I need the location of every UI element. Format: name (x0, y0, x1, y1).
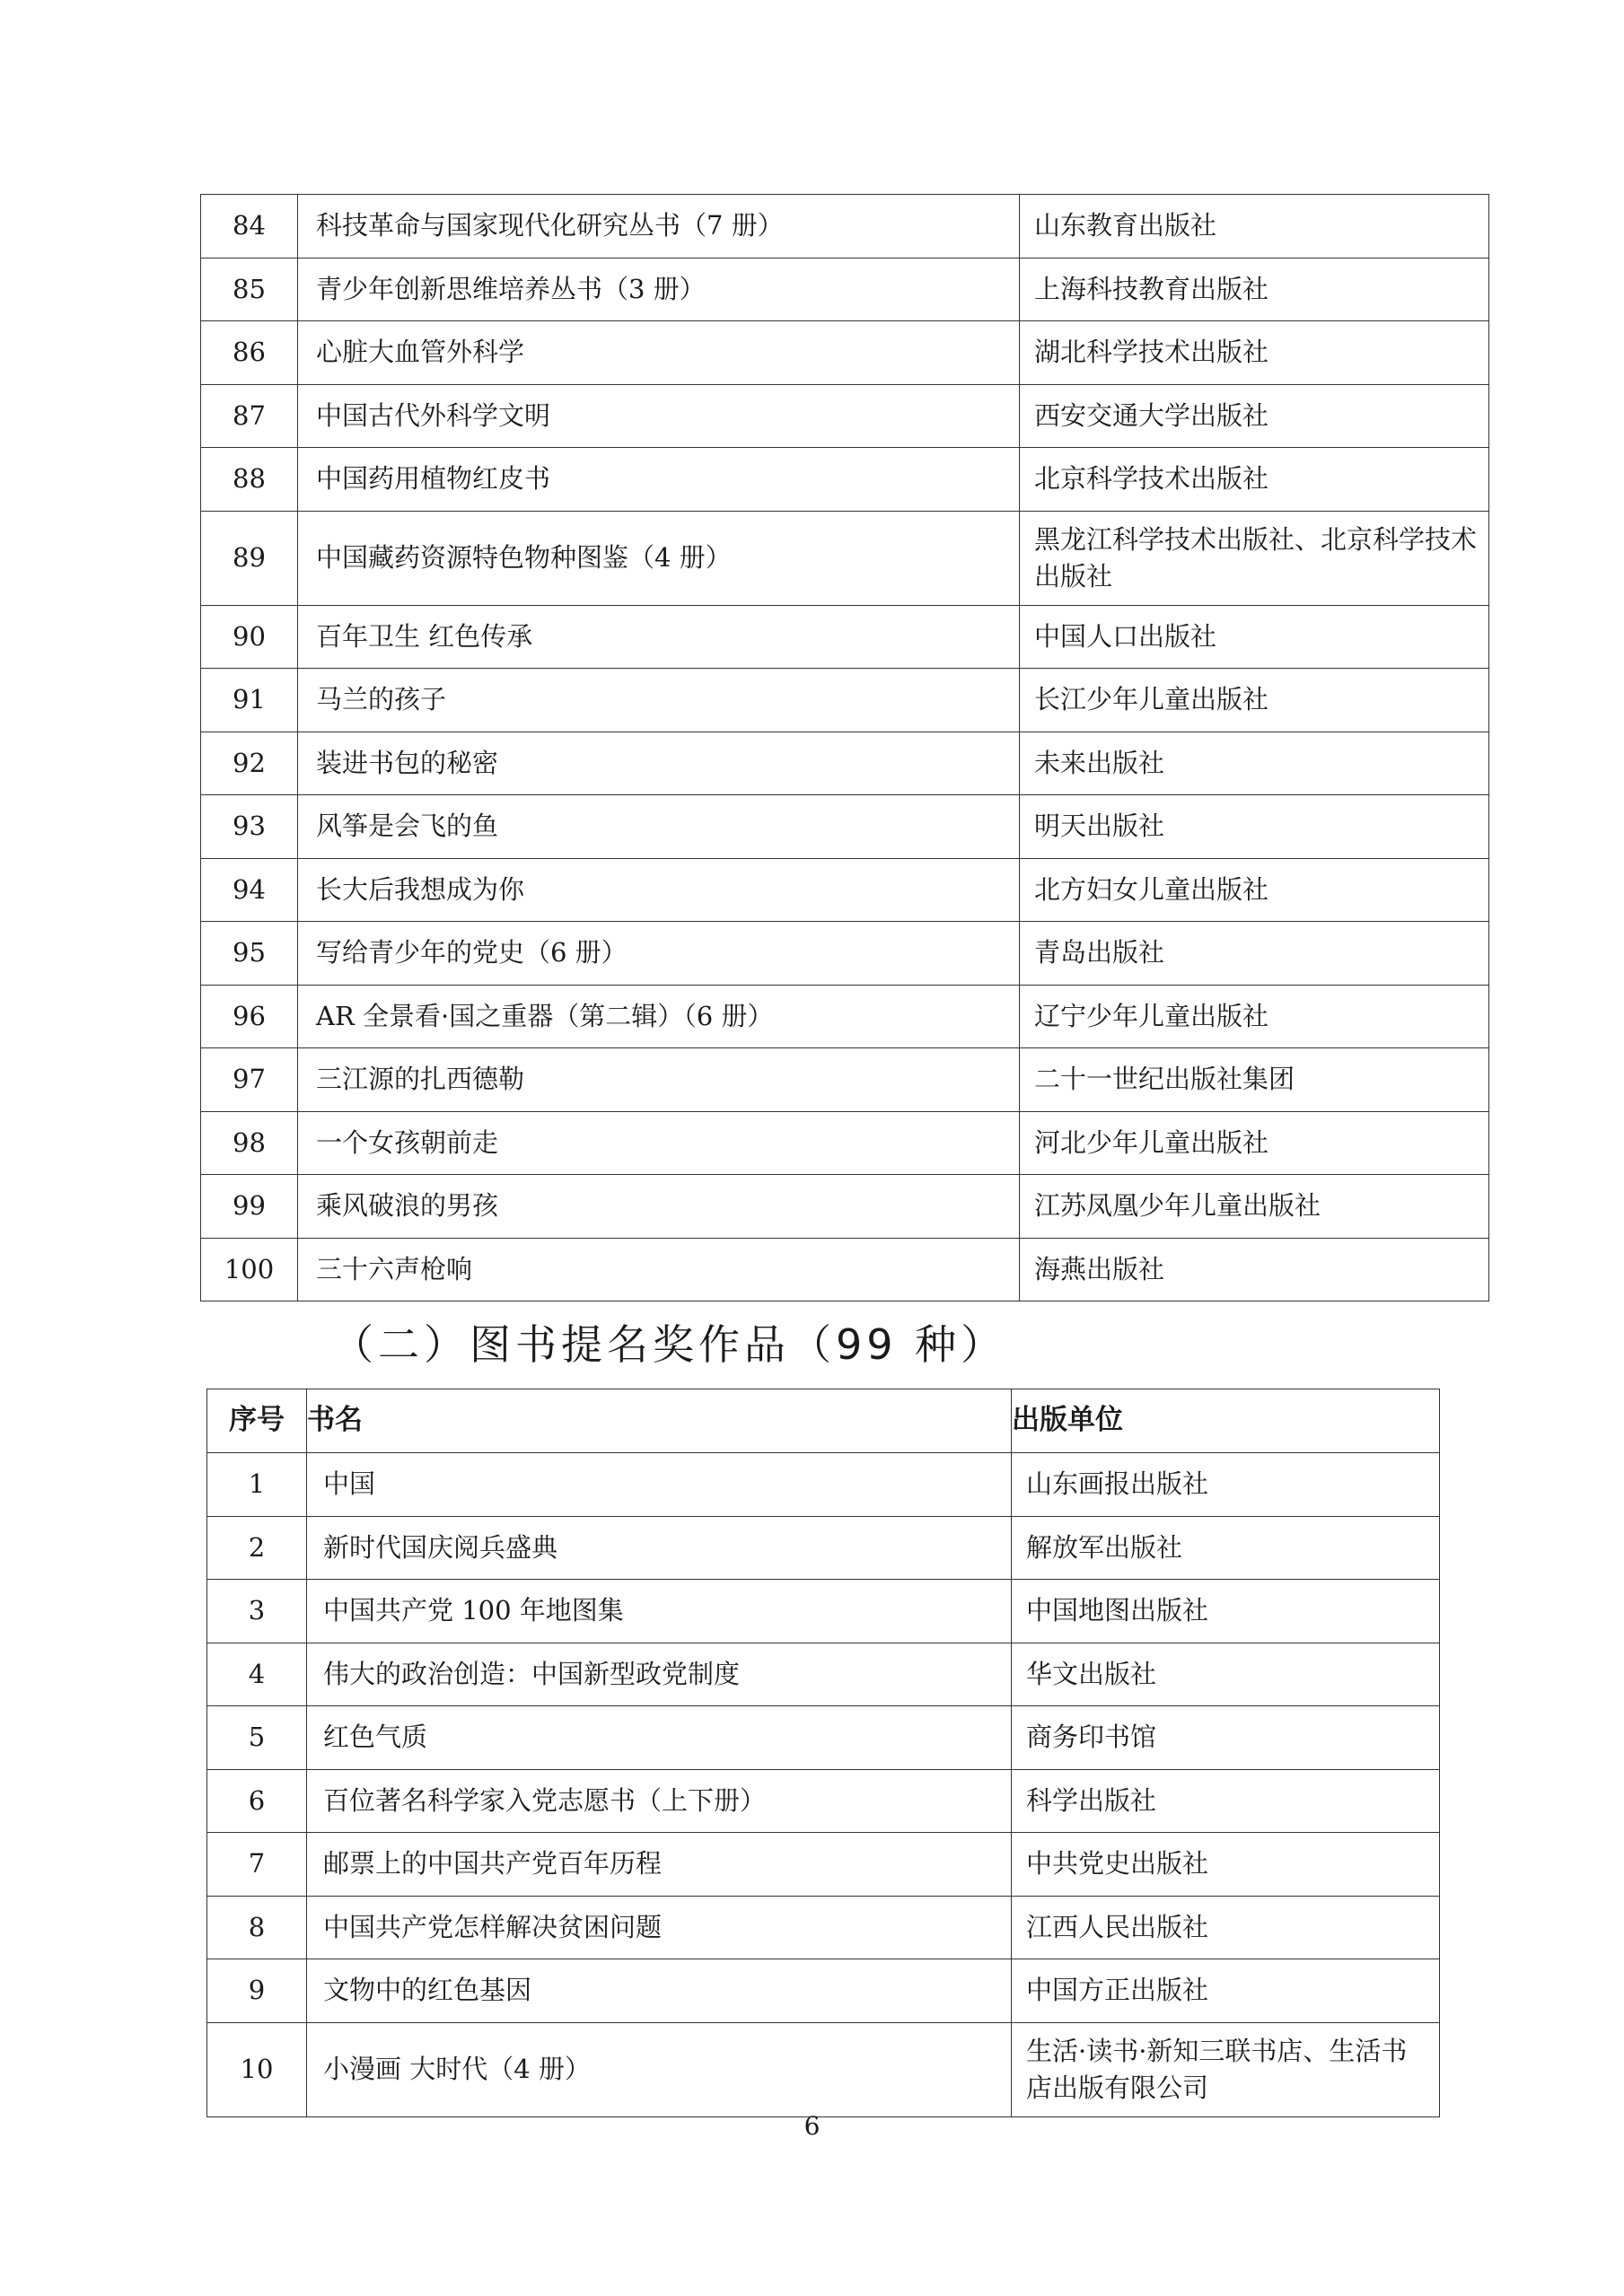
row-number: 7 (207, 1833, 307, 1897)
table-row (207, 1706, 1440, 1770)
book-title: 科技革命与国家现代化研究丛书（7 册） (298, 195, 1020, 259)
row-number: 98 (201, 1111, 298, 1175)
publisher: 北方妇女儿童出版社 (1020, 858, 1489, 922)
table-row (207, 1516, 1440, 1580)
book-title: 中国共产党怎样解决贫困问题 (307, 1896, 1012, 1959)
row-number: 10 (207, 2022, 307, 2116)
publisher: 中国人口出版社 (1020, 605, 1489, 669)
book-title: 百位著名科学家入党志愿书（上下册） (307, 1769, 1012, 1833)
book-title: 写给青少年的党史（6 册） (298, 922, 1020, 986)
publisher: 河北少年儿童出版社 (1020, 1111, 1489, 1175)
publisher: 江苏凤凰少年儿童出版社 (1020, 1175, 1489, 1239)
row-number: 87 (201, 384, 298, 448)
publisher: 未来出版社 (1020, 732, 1489, 795)
publisher: 山东画报出版社 (1012, 1453, 1440, 1517)
row-number: 86 (201, 321, 298, 385)
publisher: 西安交通大学出版社 (1020, 384, 1489, 448)
page-number: 6 (803, 2111, 821, 2141)
publisher: 生活·读书·新知三联书店、生活书店出版有限公司 (1012, 2022, 1440, 2116)
header-number: 序号 (207, 1389, 307, 1453)
book-title: 乘风破浪的男孩 (298, 1175, 1020, 1239)
row-number: 88 (201, 448, 298, 512)
table-row (207, 1453, 1440, 1517)
table-row (201, 511, 1489, 605)
book-title: 一个女孩朝前走 (298, 1111, 1020, 1175)
table-row (201, 1111, 1489, 1175)
publisher: 中国方正出版社 (1012, 1959, 1440, 2023)
book-title: 中国 (307, 1453, 1012, 1517)
header-publisher: 出版单位 (1012, 1389, 1440, 1453)
book-title: 新时代国庆阅兵盛典 (307, 1516, 1012, 1580)
book-title: 小漫画 大时代（4 册） (307, 2022, 1012, 2116)
book-title: 中国藏药资源特色物种图鉴（4 册） (298, 511, 1020, 605)
table-header-row (207, 1389, 1440, 1453)
book-title: 长大后我想成为你 (298, 858, 1020, 922)
book-title: 邮票上的中国共产党百年历程 (307, 1833, 1012, 1897)
book-title: 中国共产党 100 年地图集 (307, 1580, 1012, 1643)
row-number: 97 (201, 1048, 298, 1112)
row-number: 90 (201, 605, 298, 669)
book-title: 文物中的红色基因 (307, 1959, 1012, 2023)
publisher: 中共党史出版社 (1012, 1833, 1440, 1897)
publisher: 黑龙江科学技术出版社、北京科学技术出版社 (1020, 511, 1489, 605)
publisher: 科学出版社 (1012, 1769, 1440, 1833)
table-row (207, 1580, 1440, 1643)
table-row (207, 1959, 1440, 2023)
row-number: 6 (207, 1769, 307, 1833)
row-number: 3 (207, 1580, 307, 1643)
row-number: 8 (207, 1896, 307, 1959)
book-title: 心脏大血管外科学 (298, 321, 1020, 385)
row-number: 93 (201, 795, 298, 859)
publisher: 商务印书馆 (1012, 1706, 1440, 1770)
book-title: 三十六声枪响 (298, 1238, 1020, 1301)
row-number: 91 (201, 669, 298, 732)
publisher: 山东教育出版社 (1020, 195, 1489, 259)
publisher: 上海科技教育出版社 (1020, 258, 1489, 321)
row-number: 4 (207, 1643, 307, 1706)
publisher: 中国地图出版社 (1012, 1580, 1440, 1643)
award-list-table-continued (200, 194, 1489, 1301)
table-row (207, 2022, 1440, 2116)
book-title: 中国药用植物红皮书 (298, 448, 1020, 512)
table-row (201, 795, 1489, 859)
publisher: 明天出版社 (1020, 795, 1489, 859)
book-title: 风筝是会飞的鱼 (298, 795, 1020, 859)
row-number: 85 (201, 258, 298, 321)
row-number: 1 (207, 1453, 307, 1517)
table-row (201, 1238, 1489, 1301)
book-title: 三江源的扎西德勒 (298, 1048, 1020, 1112)
publisher: 江西人民出版社 (1012, 1896, 1440, 1959)
publisher: 北京科学技术出版社 (1020, 448, 1489, 512)
table-row (201, 195, 1489, 259)
book-title: 装进书包的秘密 (298, 732, 1020, 795)
table-row (201, 669, 1489, 732)
row-number: 94 (201, 858, 298, 922)
row-number: 9 (207, 1959, 307, 2023)
table-row (201, 858, 1489, 922)
publisher: 解放军出版社 (1012, 1516, 1440, 1580)
row-number: 95 (201, 922, 298, 986)
table-row (201, 384, 1489, 448)
table-row (207, 1896, 1440, 1959)
row-number: 5 (207, 1706, 307, 1770)
table-row (207, 1769, 1440, 1833)
row-number: 100 (201, 1238, 298, 1301)
publisher: 青岛出版社 (1020, 922, 1489, 986)
row-number: 92 (201, 732, 298, 795)
publisher: 辽宁少年儿童出版社 (1020, 985, 1489, 1048)
row-number: 89 (201, 511, 298, 605)
book-title: 伟大的政治创造：中国新型政党制度 (307, 1643, 1012, 1706)
book-title: AR 全景看·国之重器（第二辑）（6 册） (298, 985, 1020, 1048)
table-row (207, 1643, 1440, 1706)
table-row (201, 321, 1489, 385)
row-number: 99 (201, 1175, 298, 1239)
header-title: 书名 (307, 1389, 1012, 1453)
table-row (207, 1833, 1440, 1897)
publisher: 二十一世纪出版社集团 (1020, 1048, 1489, 1112)
publisher: 湖北科学技术出版社 (1020, 321, 1489, 385)
book-title: 百年卫生 红色传承 (298, 605, 1020, 669)
row-number: 2 (207, 1516, 307, 1580)
nomination-award-table (206, 1389, 1440, 2117)
publisher: 海燕出版社 (1020, 1238, 1489, 1301)
table-row (201, 732, 1489, 795)
table-row (201, 922, 1489, 986)
row-number: 96 (201, 985, 298, 1048)
row-number: 84 (201, 195, 298, 259)
book-title: 马兰的孩子 (298, 669, 1020, 732)
book-title: 红色气质 (307, 1706, 1012, 1770)
publisher: 华文出版社 (1012, 1643, 1440, 1706)
table-row (201, 448, 1489, 512)
section-heading: （二）图书提名奖作品（99 种） (332, 1320, 1007, 1369)
table-row (201, 1175, 1489, 1239)
table-row (201, 985, 1489, 1048)
table-row (201, 1048, 1489, 1112)
book-title: 青少年创新思维培养丛书（3 册） (298, 258, 1020, 321)
book-title: 中国古代外科学文明 (298, 384, 1020, 448)
table-row (201, 605, 1489, 669)
publisher: 长江少年儿童出版社 (1020, 669, 1489, 732)
table-row (201, 258, 1489, 321)
